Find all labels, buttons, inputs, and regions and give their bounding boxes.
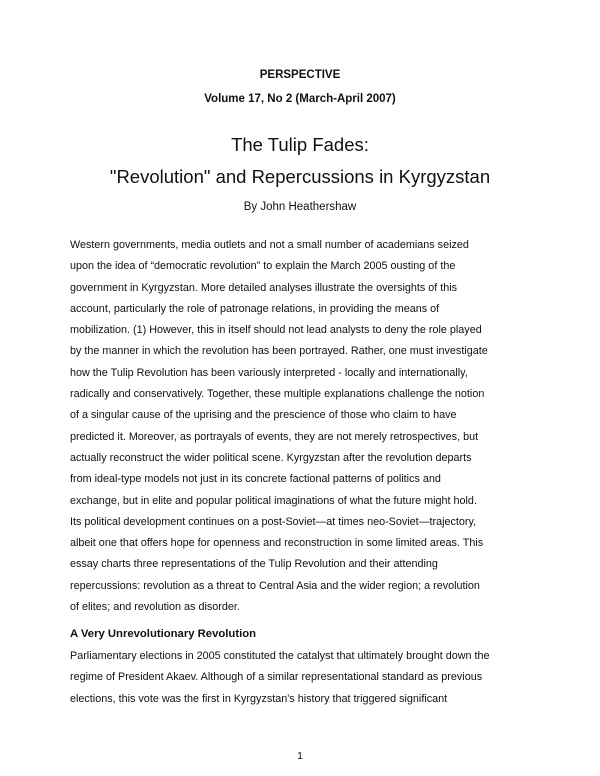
text-line: predicted it. Moreover, as portrayals of events, they are not merely retrospectives, but: [70, 430, 479, 443]
journal-name: PERSPECTIVE: [259, 69, 341, 81]
text-line: Parliamentary elections in 2005 constituted the catalyst that ultimately brought down the: [70, 650, 490, 662]
text-line: essay charts three representations of the Tulip Revolution and their attending: [70, 558, 438, 571]
text-line: of a singular cause of the uprising and the prescience of those who claim to have: [70, 409, 457, 422]
section-heading: A Very Unrevolutionary Revolution: [70, 628, 257, 640]
article-title-line-1: The Tulip Fades:: [231, 134, 369, 155]
paragraph-section-1: [70, 646, 534, 710]
journal-volume: Volume 17, No 2 (March-April 2007): [204, 93, 396, 105]
text-line: by the manner in which the revolution has been portrayed. Rather, one must investigate: [70, 345, 488, 358]
paragraph-intro: [70, 235, 534, 618]
text-line: exchange, but in elite and popular political imaginations of what the future might hold.: [70, 494, 477, 507]
text-line: from ideal-type models not just in its concrete factional patterns of politics and: [70, 473, 441, 486]
text-line: actually reconstruct the wider political scene. Kyrgyzstan after the revolution departs: [70, 451, 472, 464]
text-line: regime of President Akaev. Although of a similar representational standard as previous: [70, 671, 483, 684]
text-line: Western governments, media outlets and not a small number of academians seized: [70, 239, 469, 251]
text-line: of elites; and revolution as disorder.: [70, 601, 240, 614]
byline: By John Heathershaw: [243, 201, 357, 213]
page-number: 1: [297, 750, 303, 762]
text-line: elections, this vote was the first in Kyrgyzstan's history that triggered significant: [70, 692, 448, 705]
text-line: account, particularly the role of patronage relations, in providing the means of: [70, 302, 440, 315]
article-title-line-2: "Revolution" and Repercussions in Kyrgyzstan: [109, 166, 491, 187]
text-line: government in Kyrgyzstan. More detailed analyses illustrate the oversights of this: [70, 281, 458, 294]
text-line: upon the idea of “democratic revolution” to explain the March 2005 ousting of the: [70, 260, 456, 273]
text-line: repercussions: revolution as a threat to Central Asia and the wider region; a revolution: [70, 579, 480, 592]
text-line: how the Tulip Revolution has been variously interpreted - locally and internationally,: [70, 366, 468, 379]
text-line: radically and conservatively. Together, these multiple explanations challenge the notion: [70, 388, 485, 401]
text-line: Its political development continues on a post-Soviet—at times neo-Soviet—trajectory,: [70, 515, 477, 528]
text-line: mobilization. (1) However, this in itself should not lead analysts to deny the role played: [70, 324, 482, 337]
text-line: albeit one that offers hope for openness and reconstruction in some limited areas. This: [70, 537, 484, 550]
